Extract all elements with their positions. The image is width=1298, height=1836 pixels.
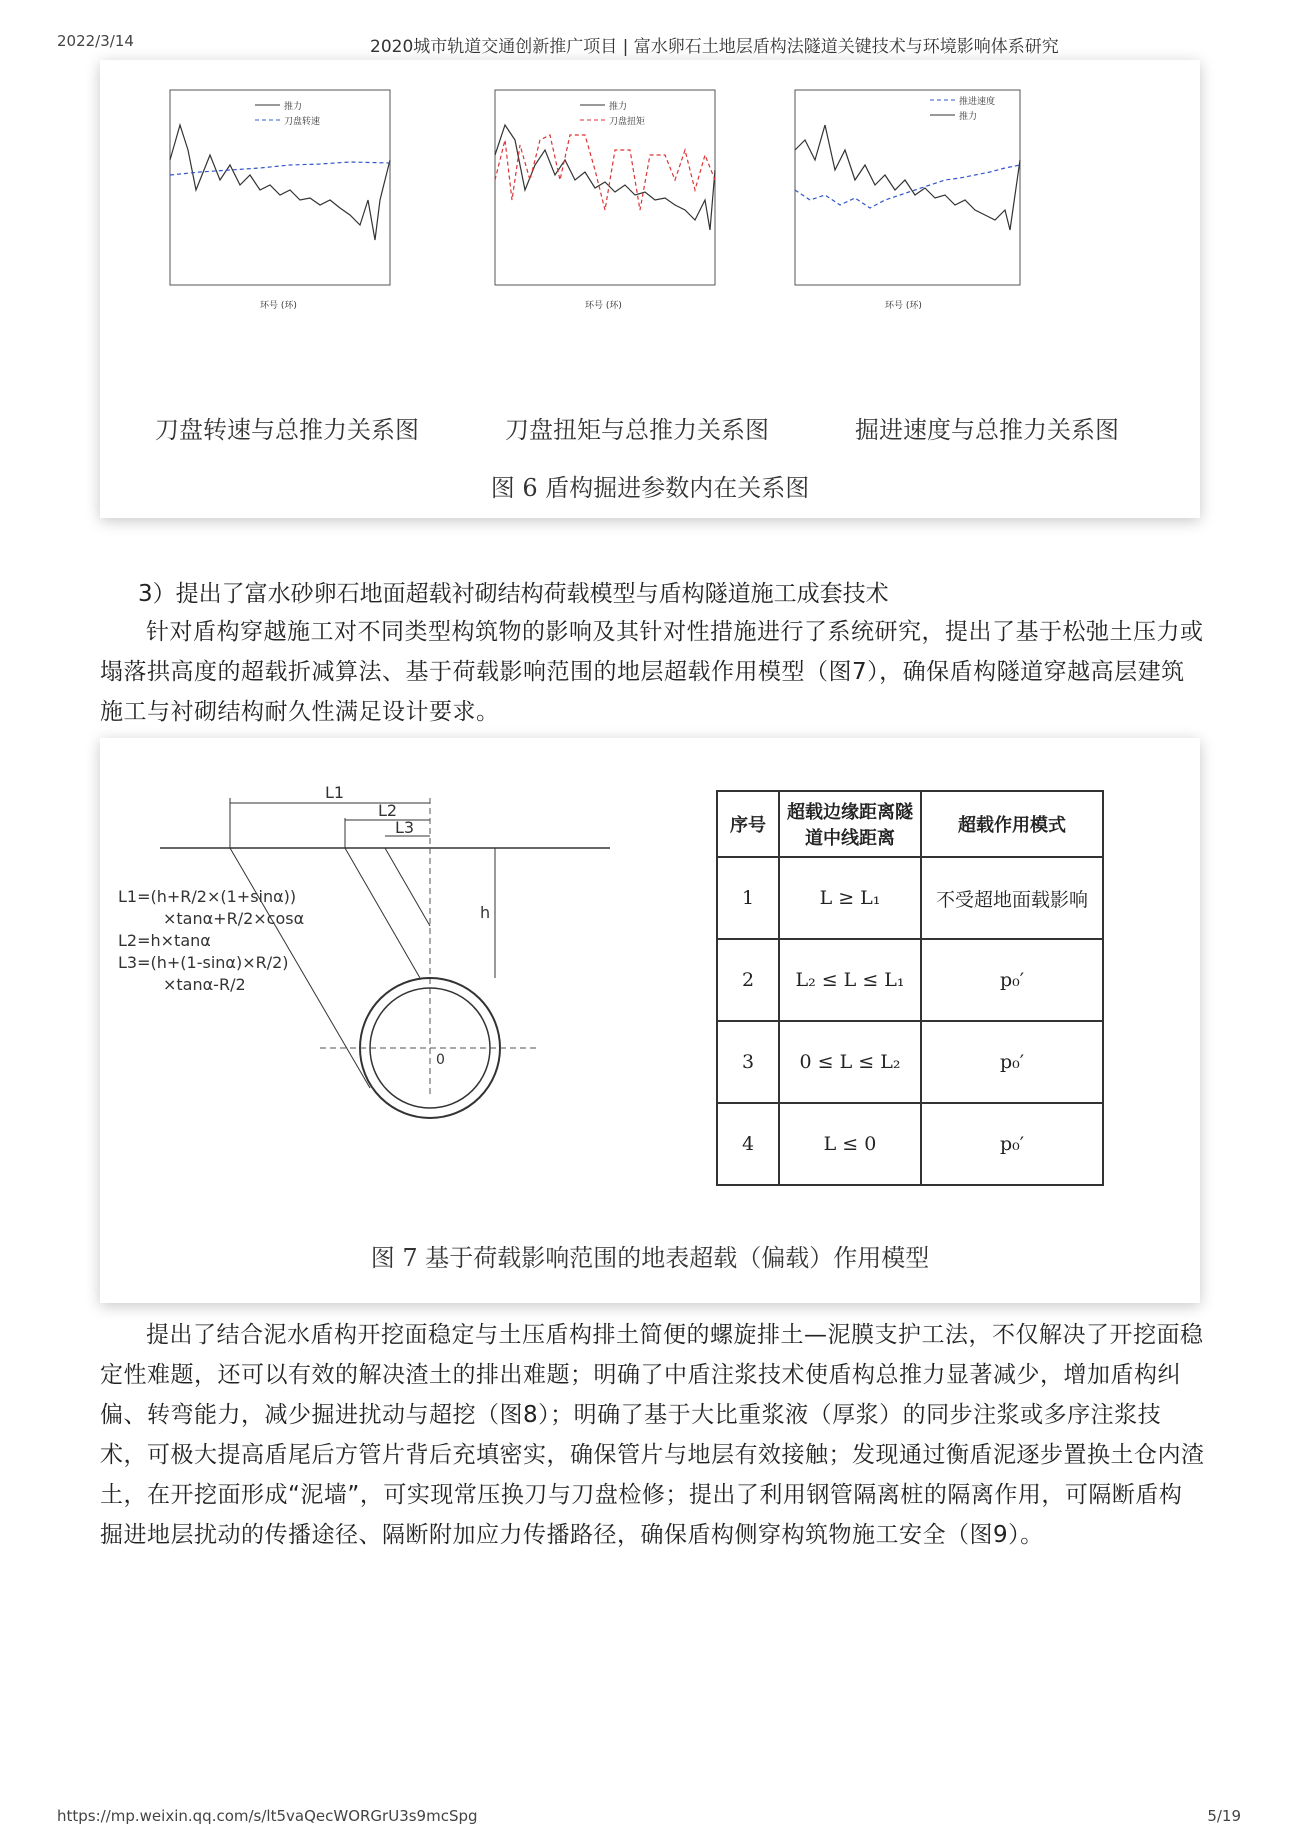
cell-no: 2 bbox=[717, 939, 779, 1021]
table-row bbox=[717, 1103, 1103, 1185]
plot3-xlabel: 环号 (环) bbox=[885, 301, 922, 311]
footer-url[interactable]: https://mp.weixin.qq.com/s/lt5vaQecWORGrU3s9mcSpg bbox=[57, 1807, 478, 1825]
formula-5: ×tanα-R/2 bbox=[163, 975, 246, 994]
plot3-legend-thrust: 推力 bbox=[959, 112, 978, 122]
plot2-legend-thrust: 推力 bbox=[609, 102, 628, 112]
formula-2: ×tanα+R/2×cosα bbox=[163, 909, 305, 928]
formula-1: L1=(h+R/2×(1+sinα)) bbox=[118, 887, 297, 906]
plot3-legend-speed: 推进速度 bbox=[959, 97, 996, 107]
overload-table bbox=[716, 790, 1104, 1186]
fig7-title: 图 7 基于荷载影响范围的地表超载（偏载）作用模型 bbox=[370, 1244, 930, 1272]
cell-mode: 不受超地面载影响 bbox=[921, 857, 1103, 939]
footer-page-number: 5/19 bbox=[1207, 1807, 1241, 1825]
formula-4: L3=(h+(1-sinα)×R/2) bbox=[118, 953, 289, 972]
paragraph-2: 提出了结合泥水盾构开挖面稳定与土压盾构排土简便的螺旋排土—泥膜支护工法，不仅解决了开挖面稳定性难题，还可以有效的解决渣土的排出难题；明确了中盾注浆技术使盾构总推力显著减少，增加盾构纠偏、转弯能力，减少掘进扰动与超挖（图8）；明确了基于大比重浆液（厚浆）的同步注浆或多序注浆技术，可极大提高盾尾后方管片背后充填密实，确保管片与地层有效接触；发现通过衡盾泥逐步置换土仓内渣土，在开挖面形成“泥墙”，可实现常压换刀与刀盘检修；提出了利用钢管隔离桩的隔离作用，可隔断盾构掘进地层扰动的传播途径、隔断附加应力传播路径，确保盾构侧穿构筑物施工安全（图9）。 bbox=[100, 1322, 1205, 1548]
plot1-legend-thrust: 推力 bbox=[284, 102, 303, 112]
th-mode: 超载作用模式 bbox=[921, 791, 1103, 857]
table-row bbox=[717, 857, 1103, 939]
plot-speed bbox=[170, 90, 390, 311]
label-h: h bbox=[480, 903, 491, 922]
plot1-xlabel: 环号 (环) bbox=[260, 301, 297, 311]
cell-cond: L₂ ≤ L ≤ L₁ bbox=[779, 939, 921, 1021]
header-date: 2022/3/14 bbox=[57, 32, 134, 50]
cell-mode: p₀′ bbox=[921, 939, 1103, 1021]
label-L1: L1 bbox=[325, 783, 345, 802]
table-row bbox=[717, 939, 1103, 1021]
label-O: 0 bbox=[436, 1052, 445, 1068]
section-heading: 3）提出了富水砂卵石地面超载衬砌结构荷载模型与盾构隧道施工成套技术 bbox=[138, 581, 889, 607]
fig6-title: 图 6 盾构掘进参数内在关系图 bbox=[490, 474, 810, 502]
formulas bbox=[118, 886, 304, 996]
label-L3: L3 bbox=[395, 818, 415, 837]
figure-7 bbox=[100, 738, 1200, 1303]
fig6-caption-3: 掘进速度与总推力关系图 bbox=[855, 416, 1119, 444]
cell-mode: p₀′ bbox=[921, 1021, 1103, 1103]
cell-no: 1 bbox=[717, 857, 779, 939]
plot-advance bbox=[795, 90, 1020, 311]
plot2-legend-torque: 刀盘扭矩 bbox=[609, 117, 646, 127]
fig6-caption-2: 刀盘扭矩与总推力关系图 bbox=[505, 416, 769, 444]
paragraph-1: 针对盾构穿越施工对不同类型构筑物的影响及其针对性措施进行了系统研究，提出了基于松弛土压力或塌落拱高度的超载折减算法、基于荷载影响范围的地层超载作用模型（图7），确保盾构隧道穿越高层建筑施工与衬砌结构耐久性满足设计要求。 bbox=[100, 619, 1204, 725]
cell-no: 4 bbox=[717, 1103, 779, 1185]
cell-cond: 0 ≤ L ≤ L₂ bbox=[779, 1021, 921, 1103]
cell-mode: p₀′ bbox=[921, 1103, 1103, 1185]
plot2-xlabel: 环号 (环) bbox=[585, 301, 622, 311]
header-title: 2020城市轨道交通创新推广项目 | 富水卵石土地层盾构法隧道关键技术与环境影响体系研究 bbox=[370, 37, 1059, 57]
table-row bbox=[717, 1021, 1103, 1103]
fig6-plots bbox=[140, 80, 1190, 440]
formula-3: L2=h×tanα bbox=[118, 931, 211, 950]
figure-6 bbox=[100, 60, 1200, 518]
plot-torque bbox=[495, 90, 715, 311]
th-no: 序号 bbox=[717, 791, 779, 857]
cell-no: 3 bbox=[717, 1021, 779, 1103]
fig6-caption-1: 刀盘转速与总推力关系图 bbox=[155, 416, 419, 444]
plot1-legend-speed: 刀盘转速 bbox=[284, 117, 321, 127]
cell-cond: L ≤ 0 bbox=[779, 1103, 921, 1185]
cell-cond: L ≥ L₁ bbox=[779, 857, 921, 939]
label-L2: L2 bbox=[378, 801, 398, 820]
th-cond: 超载边缘距离隧道中线距离 bbox=[779, 791, 921, 857]
